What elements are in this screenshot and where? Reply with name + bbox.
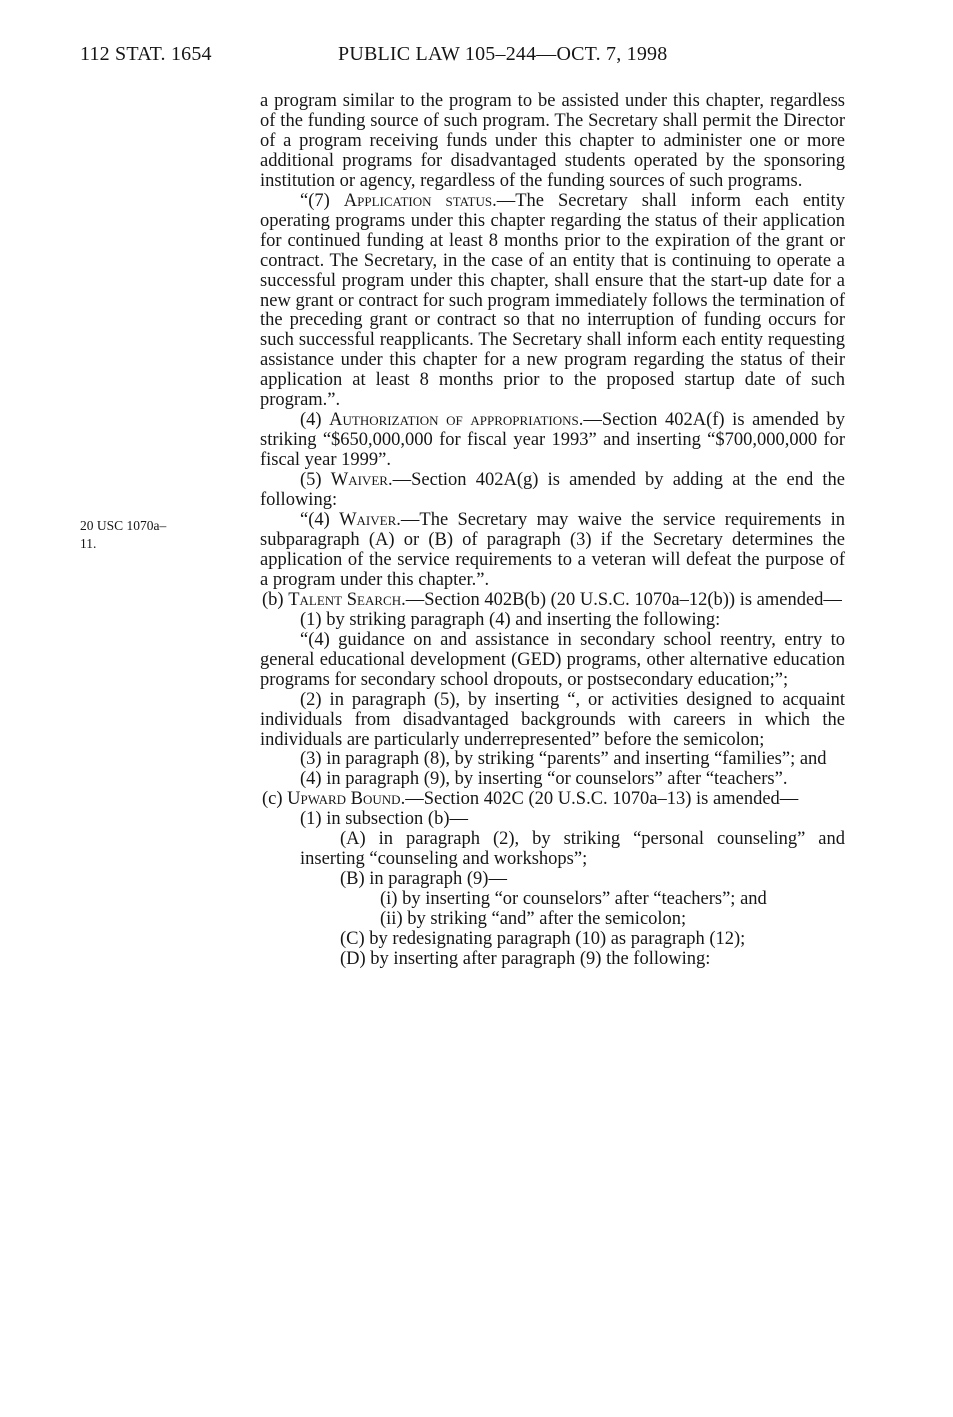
list-item-text: (ii) by striking “and” after the semicolon; bbox=[380, 909, 687, 930]
public-law-date: PUBLIC LAW 105–244—OCT. 7, 1998 bbox=[338, 43, 668, 65]
statute-page-number: 112 STAT. 1654 bbox=[80, 43, 212, 65]
list-item-subparagraph bbox=[300, 870, 845, 890]
list-item bbox=[260, 611, 845, 631]
paragraph-waiver bbox=[260, 471, 845, 511]
list-item bbox=[260, 750, 845, 770]
subsection-talent-search bbox=[222, 591, 845, 611]
list-item-text: (C) by redesignating paragraph (10) as paragraph (12); bbox=[340, 929, 746, 950]
list-item-text: (i) by inserting “or counselors” after “teachers”; and bbox=[380, 889, 767, 910]
list-item-text: (B) in paragraph (9)— bbox=[340, 869, 507, 890]
subsection-text: .—Section 402B(b) (20 U.S.C. 1070a–12(b)) is amended— bbox=[401, 589, 842, 610]
page-header bbox=[80, 43, 860, 73]
list-item bbox=[260, 770, 845, 790]
paragraph-number: (4) bbox=[300, 410, 330, 431]
paragraph-application-status bbox=[260, 192, 845, 411]
paragraph-caption: Authorization of appropriations bbox=[329, 410, 579, 431]
subsection-letter: (b) bbox=[262, 589, 289, 610]
paragraph-text: .—The Secretary may waive the service requirements in subparagraph (A) or (B) of paragraph (3) if the Secretary determines the application of the service requirements to a veteran will defeat the purpose of a program under this chapter.”. bbox=[260, 510, 845, 590]
subsection-upward-bound bbox=[222, 790, 845, 810]
list-item-text: “(4) guidance on and assistance in secondary school reentry, entry to general educational development (GED) programs, other alternative education programs for secondary school dropouts, or postsecondary education;”; bbox=[260, 629, 845, 690]
paragraph-caption: Waiver bbox=[330, 470, 388, 491]
list-item-subparagraph bbox=[300, 830, 845, 870]
list-item-text: (3) in paragraph (8), by striking “parents” and inserting “families”; and bbox=[300, 749, 827, 770]
list-item-subparagraph bbox=[300, 930, 845, 950]
subsection-text: .—Section 402C (20 U.S.C. 1070a–13) is amended— bbox=[400, 789, 799, 810]
list-item bbox=[260, 810, 845, 830]
paragraph-continuation bbox=[260, 92, 845, 192]
paragraph-text: .—Section 402A(g) is amended by adding at the end the following: bbox=[260, 470, 845, 511]
list-item-text: (1) by striking paragraph (4) and inserting the following: bbox=[300, 609, 721, 630]
margin-citation-line-1: 20 USC 1070a– bbox=[80, 518, 167, 533]
list-item-text: (A) in paragraph (2), by striking “personal counseling” and inserting “counseling and workshops”; bbox=[300, 829, 845, 870]
paragraph-number: “(4) bbox=[300, 510, 340, 531]
list-item-text: (2) in paragraph (5), by inserting “, or activities designed to acquaint individuals from disadvantaged backgrounds with careers in which the individuals are particularly underrepresented” before the semicolon; bbox=[260, 689, 845, 750]
list-item-text: (1) in subsection (b)— bbox=[300, 809, 469, 830]
list-item-text: (D) by inserting after paragraph (9) the following: bbox=[340, 948, 711, 969]
list-item bbox=[260, 691, 845, 751]
paragraph-caption: Waiver bbox=[339, 510, 397, 531]
list-item-text: (4) in paragraph (9), by inserting “or counselors” after “teachers”. bbox=[300, 769, 788, 790]
paragraph-caption: Application status bbox=[343, 190, 493, 211]
paragraph-waiver-inserted bbox=[260, 511, 845, 591]
paragraph-text: .—The Secretary shall inform each entity operating programs under this chapter regarding the status of their application for continued funding at least 8 months prior to the expiration of the grant or contract. The Secretary, in the case of an entity that is continuing to operate a successful program under this chapter, shall ensure that the start-up date for a new grant or contract for such program immediately follows the termination of the preceding grant or contract so that no interruption of funding occurs for such successful reapplicants. The Secretary shall inform each entity requesting assistance under this chapter for a new program regarding the status of their application at least 8 months prior to the proposed startup date of such program.”. bbox=[260, 190, 845, 411]
list-item-clause bbox=[300, 890, 845, 910]
subsection-caption: Talent Search bbox=[288, 589, 402, 610]
subsection-caption: Upward Bound bbox=[287, 789, 401, 810]
paragraph-text: .—Section 402A(f) is amended by striking “$650,000,000 for fiscal year 1993” and inserting “$700,000,000 for fiscal year 1999”. bbox=[260, 410, 845, 471]
list-item bbox=[260, 631, 845, 691]
list-item-clause bbox=[300, 910, 845, 930]
subsection-letter: (c) bbox=[262, 789, 288, 810]
paragraph-number: “(7) bbox=[300, 190, 344, 211]
paragraph-number: (5) bbox=[300, 470, 331, 491]
paragraph-authorization bbox=[260, 411, 845, 471]
paragraph-text: a program similar to the program to be assisted under this chapter, regardless of the funding source of such program. The Secretary shall permit the Director of a program receiving funds under this chapter to administer one or more additional programs for disadvantaged students operated by the sponsoring institution or agency, regardless of the funding sources of such programs. bbox=[260, 91, 845, 191]
margin-citation bbox=[80, 517, 220, 553]
list-item-subparagraph bbox=[300, 950, 845, 970]
margin-citation-line-2: 11. bbox=[80, 536, 97, 551]
statute-body bbox=[260, 92, 845, 970]
